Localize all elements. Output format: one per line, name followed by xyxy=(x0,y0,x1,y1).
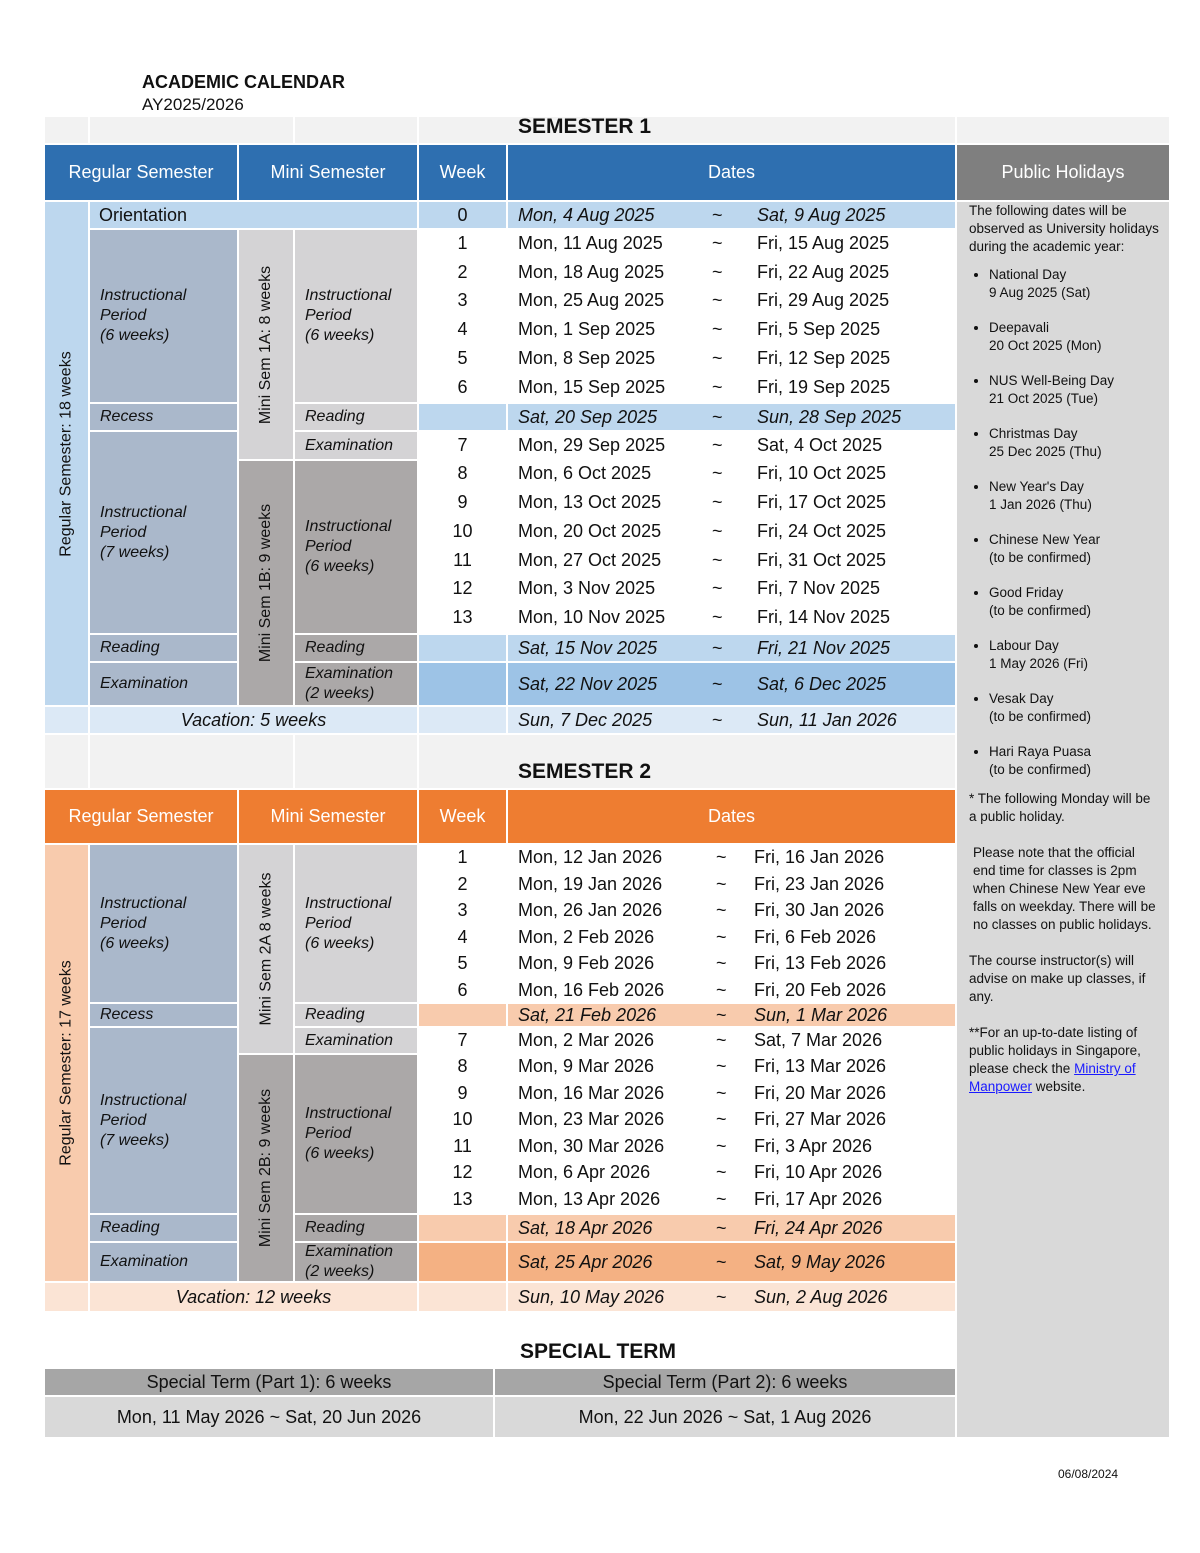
date-end: Fri, 15 Aug 2025 xyxy=(757,233,890,254)
date-end: Fri, 14 Nov 2025 xyxy=(757,607,891,628)
date-separator: ~ xyxy=(716,953,727,973)
holiday-date: (to be confirmed) xyxy=(989,603,1092,618)
sem2-mini-b-examination: Examination (2 weeks) xyxy=(295,1243,417,1281)
date-start: Mon, 27 Oct 2025 xyxy=(518,549,662,570)
sem1-regular-label-text: Regular Semester: 18 weeks xyxy=(57,350,75,557)
sem2-header-mini: Mini Semester xyxy=(239,790,417,843)
panel-spacer xyxy=(957,117,1169,143)
sem1-week-cell: 4 xyxy=(419,316,506,343)
date-separator: ~ xyxy=(712,261,723,282)
sem2-week-cell: 2 xyxy=(419,872,506,897)
date-start: Sat, 18 Apr 2026 xyxy=(518,1217,653,1238)
special-term-part1-dates: Mon, 11 May 2026 ~ Sat, 20 Jun 2026 xyxy=(45,1397,493,1437)
sem2-mini-b-reading: Reading xyxy=(295,1215,417,1241)
date-end: Fri, 13 Feb 2026 xyxy=(754,953,887,973)
date-start: Sat, 25 Apr 2026 xyxy=(518,1251,653,1272)
holiday-date: (to be confirmed) xyxy=(989,762,1092,777)
sem1-header-dates: Dates xyxy=(508,145,955,200)
date-start: Mon, 10 Nov 2025 xyxy=(518,607,666,628)
sem2-mini-a-reading: Reading xyxy=(295,1004,417,1026)
date-end: Fri, 17 Oct 2025 xyxy=(757,491,887,512)
date-end: Fri, 7 Nov 2025 xyxy=(757,578,881,599)
holiday-item xyxy=(989,319,1159,355)
date-start: Mon, 1 Sep 2025 xyxy=(518,319,656,340)
date-start: Mon, 3 Nov 2025 xyxy=(518,578,656,599)
sem2-instructional-2: Instructional Period (7 weeks) xyxy=(90,1028,237,1213)
date-end: Fri, 24 Oct 2025 xyxy=(757,520,887,541)
sem2-week-cell: 11 xyxy=(419,1134,506,1159)
sem2-header-regular: Regular Semester xyxy=(45,790,237,843)
sem1-week-cell: 10 xyxy=(419,518,506,545)
holiday-name: • Good Friday xyxy=(989,585,1064,600)
special-term-part2-dates: Mon, 22 Jun 2026 ~ Sat, 1 Aug 2026 xyxy=(495,1397,955,1437)
date-start: Mon, 9 Mar 2026 xyxy=(518,1056,655,1077)
sem1-regular-label xyxy=(45,202,88,705)
sem2-week-cell: 9 xyxy=(419,1081,506,1106)
sem1-mini-a-instructional: Instructional Period (6 weeks) xyxy=(295,230,417,402)
date-end: Fri, 10 Oct 2025 xyxy=(757,463,887,484)
holiday-name: • Vesak Day xyxy=(989,691,1054,706)
date-start: Mon, 8 Sep 2025 xyxy=(518,347,656,368)
date-start: Mon, 2 Feb 2026 xyxy=(518,926,655,947)
holidays-note-cny: Please note that the official end time for classes is 2pm when Chinese New Year eve falls on weekday. There will be no classes on public holidays. xyxy=(973,845,1156,932)
date-end: Fri, 13 Mar 2026 xyxy=(754,1056,887,1077)
note-text: **For an up-to-date listing of public holidays in Singapore, please check the xyxy=(969,1025,1141,1076)
date-separator: ~ xyxy=(712,637,723,658)
date-end: Fri, 30 Jan 2026 xyxy=(754,900,885,920)
date-start: Mon, 12 Jan 2026 xyxy=(518,847,663,867)
date-start: Sat, 15 Nov 2025 xyxy=(518,637,658,658)
date-separator: ~ xyxy=(716,1189,727,1210)
holiday-item xyxy=(989,531,1159,567)
date-separator: ~ xyxy=(712,673,723,694)
title-strip-cell xyxy=(295,117,417,143)
date-separator: ~ xyxy=(716,1030,727,1050)
sem2-mini-a-examination: Examination xyxy=(295,1028,417,1053)
sem1-header-regular: Regular Semester xyxy=(45,145,237,200)
date-start: Sun, 10 May 2026 xyxy=(518,1286,665,1307)
sem1-title: SEMESTER 1 xyxy=(518,115,652,138)
date-separator: ~ xyxy=(716,979,727,1000)
special-term-part2-label: Special Term (Part 2): 6 weeks xyxy=(495,1369,955,1395)
sem1-week-cell: 0 xyxy=(419,202,506,228)
sem1-mini-b-instructional: Instructional Period (6 weeks) xyxy=(295,461,417,633)
date-separator: ~ xyxy=(712,406,723,427)
sem1-week-cell xyxy=(419,707,506,733)
date-start: Mon, 29 Sep 2025 xyxy=(518,435,666,455)
holiday-date: (to be confirmed) xyxy=(989,550,1092,565)
date-start: Sun, 7 Dec 2025 xyxy=(518,709,653,730)
date-separator: ~ xyxy=(712,578,723,599)
date-separator: ~ xyxy=(712,607,723,628)
sem1-mini-b-label-text: Mini Sem 1B: 9 weeks xyxy=(257,503,274,663)
date-separator: ~ xyxy=(716,873,727,894)
sem1-mini-b-examination: Examination (2 weeks) xyxy=(295,663,417,705)
sem1-instructional-2: Instructional Period (7 weeks) xyxy=(90,432,237,633)
date-separator: ~ xyxy=(712,290,723,311)
sem1-week-cell xyxy=(419,663,506,705)
sem1-week-cell: 7 xyxy=(419,432,506,459)
holiday-date: 1 Jan 2026 (Thu) xyxy=(989,497,1092,512)
date-start: Mon, 16 Feb 2026 xyxy=(518,979,665,1000)
date-start: Mon, 18 Aug 2025 xyxy=(518,261,665,282)
date-start: Mon, 6 Apr 2026 xyxy=(518,1162,651,1183)
date-separator: ~ xyxy=(716,847,727,867)
title-strip-cell xyxy=(45,735,88,788)
date-start: Mon, 4 Aug 2025 xyxy=(518,204,655,225)
date-separator: ~ xyxy=(716,1056,727,1077)
sem2-week-cell: 12 xyxy=(419,1160,506,1185)
public-holidays-panel xyxy=(957,202,1169,1437)
date-end: Sun, 2 Aug 2026 xyxy=(754,1286,888,1307)
sem2-week-cell xyxy=(419,1243,506,1281)
date-end: Fri, 5 Sep 2025 xyxy=(757,319,881,340)
holiday-date: 25 Dec 2025 (Thu) xyxy=(989,444,1102,459)
date-separator: ~ xyxy=(712,709,723,730)
holiday-name: • Christmas Day xyxy=(989,426,1078,441)
date-separator: ~ xyxy=(712,233,723,254)
sem2-instructional-1: Instructional Period (6 weeks) xyxy=(90,845,237,1002)
date-end: Fri, 24 Apr 2026 xyxy=(754,1217,883,1238)
date-end: Fri, 23 Jan 2026 xyxy=(754,873,885,894)
special-term-part1-label: Special Term (Part 1): 6 weeks xyxy=(45,1369,493,1395)
document-title: ACADEMIC CALENDAR xyxy=(142,72,345,92)
sem2-week-cell xyxy=(419,1283,506,1311)
title-strip-cell xyxy=(90,735,293,788)
date-separator: ~ xyxy=(712,549,723,570)
holiday-item xyxy=(989,266,1159,302)
date-end: Fri, 20 Mar 2026 xyxy=(754,1082,887,1103)
date-end: Sat, 6 Dec 2025 xyxy=(757,673,887,694)
date-end: Sun, 28 Sep 2025 xyxy=(757,406,902,427)
title-strip-cell xyxy=(295,735,417,788)
sem2-mini-b-label-text: Mini Sem 2B: 9 weeks xyxy=(257,1088,274,1248)
date-end: Fri, 27 Mar 2026 xyxy=(754,1109,887,1130)
sem1-header-week: Week xyxy=(419,145,506,200)
date-start: Mon, 11 Aug 2025 xyxy=(518,233,663,254)
date-start: Mon, 25 Aug 2025 xyxy=(518,290,665,311)
sem2-regular-label-text: Regular Semester: 17 weeks xyxy=(57,960,75,1166)
sem2-week-cell xyxy=(419,1215,506,1241)
sem2-week-cell: 4 xyxy=(419,925,506,950)
holiday-date: 20 Oct 2025 (Mon) xyxy=(989,338,1102,353)
date-end: Fri, 10 Apr 2026 xyxy=(754,1162,883,1183)
title-strip-cell xyxy=(45,117,88,143)
sem2-week-cell: 10 xyxy=(419,1107,506,1132)
holiday-name: • National Day xyxy=(989,267,1067,282)
public-holidays-header: Public Holidays xyxy=(957,145,1169,200)
holiday-item xyxy=(989,372,1159,408)
date-start: Mon, 13 Oct 2025 xyxy=(518,491,662,512)
holiday-name: • Chinese New Year xyxy=(989,532,1101,547)
sem2-header-week: Week xyxy=(419,790,506,843)
sem1-week-cell: 2 xyxy=(419,259,506,286)
date-separator: ~ xyxy=(712,204,723,225)
holidays-note-makeup: The course instructor(s) will advise on make up classes, if any. xyxy=(969,953,1146,1004)
note-text: website. xyxy=(1035,1079,1086,1094)
sem2-regular-label xyxy=(45,845,88,1281)
date-separator: ~ xyxy=(712,520,723,541)
sem2-recess: Recess xyxy=(90,1004,237,1026)
date-end: Fri, 31 Oct 2025 xyxy=(757,549,887,570)
footer-date: 06/08/2024 xyxy=(1058,1467,1119,1481)
date-end: Fri, 6 Feb 2026 xyxy=(754,926,877,947)
sem2-mini-a-label-text: Mini Sem 2A 8 weeks xyxy=(257,872,275,1026)
date-end: Fri, 21 Nov 2025 xyxy=(757,637,891,658)
date-start: Mon, 9 Feb 2026 xyxy=(518,953,655,973)
date-separator: ~ xyxy=(716,1286,727,1307)
date-separator: ~ xyxy=(712,319,723,340)
sem2-examination: Examination xyxy=(90,1243,237,1281)
date-separator: ~ xyxy=(712,376,723,397)
holidays-note-monday: * The following Monday will be a public holiday. xyxy=(969,791,1151,824)
holiday-item xyxy=(989,690,1159,726)
date-separator: ~ xyxy=(716,1162,727,1183)
holiday-item xyxy=(989,584,1159,620)
holiday-item xyxy=(989,743,1159,779)
holiday-item xyxy=(989,478,1159,514)
sem1-week-cell: 11 xyxy=(419,546,506,573)
sem1-week-cell: 1 xyxy=(419,230,506,257)
holiday-date: 1 May 2026 (Fri) xyxy=(989,656,1089,671)
ministry-of-manpower-link[interactable]: Ministry of Manpower xyxy=(969,1061,1136,1094)
holidays-note-mom xyxy=(969,1024,1159,1096)
date-end: Fri, 29 Aug 2025 xyxy=(757,290,890,311)
sem1-week-cell: 5 xyxy=(419,345,506,372)
sem2-week-cell: 13 xyxy=(419,1187,506,1212)
sem2-week-cell: 1 xyxy=(419,845,506,870)
sem2-mini-a-instructional: Instructional Period (6 weeks) xyxy=(295,845,417,1002)
document-subtitle: AY2025/2026 xyxy=(142,95,244,114)
date-end: Sat, 9 May 2026 xyxy=(754,1251,886,1272)
date-separator: ~ xyxy=(716,1217,727,1238)
date-end: Sun, 11 Jan 2026 xyxy=(757,709,897,730)
holiday-date: (to be confirmed) xyxy=(989,709,1092,724)
holiday-date: 9 Aug 2025 (Sat) xyxy=(989,285,1091,300)
date-end: Sat, 9 Aug 2025 xyxy=(757,204,886,225)
date-end: Fri, 12 Sep 2025 xyxy=(757,347,891,368)
holiday-date: 21 Oct 2025 (Tue) xyxy=(989,391,1099,406)
sem1-mini-a-label xyxy=(239,230,293,459)
sem1-mini-a-label-text: Mini Sem 1A: 8 weeks xyxy=(257,265,274,424)
date-start: Mon, 20 Oct 2025 xyxy=(518,520,662,541)
sem2-header-dates: Dates xyxy=(508,790,955,843)
sem1-week-cell: 3 xyxy=(419,287,506,314)
sem1-week-cell: 6 xyxy=(419,374,506,401)
holiday-name: • NUS Well-Being Day xyxy=(989,373,1115,388)
holiday-name: • Labour Day xyxy=(989,638,1059,653)
date-separator: ~ xyxy=(716,1109,727,1130)
date-start: Mon, 6 Oct 2025 xyxy=(518,463,652,484)
holiday-item xyxy=(989,637,1159,673)
holiday-name: • Deepavali xyxy=(989,320,1050,335)
sem1-week-cell xyxy=(419,404,506,430)
sem1-vacation-label: Vacation: 5 weeks xyxy=(90,707,417,733)
sem2-week-cell: 8 xyxy=(419,1054,506,1079)
date-separator: ~ xyxy=(712,463,723,484)
date-start: Mon, 30 Mar 2026 xyxy=(518,1135,665,1156)
date-start: Sat, 20 Sep 2025 xyxy=(518,406,658,427)
sem1-header-mini: Mini Semester xyxy=(239,145,417,200)
date-start: Mon, 15 Sep 2025 xyxy=(518,376,666,397)
sem2-vacation-spacer xyxy=(45,1283,88,1311)
sem2-mini-b-label xyxy=(239,1055,293,1281)
sem1-instructional-1: Instructional Period (6 weeks) xyxy=(90,230,237,402)
date-start: Mon, 19 Jan 2026 xyxy=(518,873,663,894)
special-term-title: SPECIAL TERM xyxy=(520,1340,676,1363)
sem1-examination: Examination xyxy=(90,663,237,705)
sem2-title: SEMESTER 2 xyxy=(518,760,652,783)
date-end: Sat, 7 Mar 2026 xyxy=(754,1030,883,1050)
sem2-week-cell: 7 xyxy=(419,1028,506,1053)
sem1-mini-a-reading: Reading xyxy=(295,404,417,430)
sem1-week-cell: 13 xyxy=(419,604,506,631)
sem1-week-cell: 12 xyxy=(419,575,506,602)
date-separator: ~ xyxy=(716,1004,727,1025)
date-separator: ~ xyxy=(716,926,727,947)
date-end: Sat, 4 Oct 2025 xyxy=(757,435,883,455)
holidays-intro: The following dates will be observed as University holidays during the academic year: xyxy=(969,203,1159,254)
sem1-mini-b-reading: Reading xyxy=(295,635,417,661)
date-end: Fri, 3 Apr 2026 xyxy=(754,1135,873,1156)
sem2-week-cell xyxy=(419,1004,506,1026)
date-start: Mon, 23 Mar 2026 xyxy=(518,1109,665,1130)
sem2-mini-a-label xyxy=(239,845,293,1053)
sem1-mini-b-label xyxy=(239,461,293,705)
date-separator: ~ xyxy=(712,491,723,512)
date-separator: ~ xyxy=(716,1251,727,1272)
sem1-week-cell: 8 xyxy=(419,460,506,487)
sem2-week-cell: 6 xyxy=(419,978,506,1003)
sem2-mini-b-instructional: Instructional Period (6 weeks) xyxy=(295,1055,417,1213)
sem1-mini-a-examination: Examination xyxy=(295,432,417,459)
date-start: Mon, 16 Mar 2026 xyxy=(518,1082,665,1103)
holiday-item xyxy=(989,425,1159,461)
holiday-name: • New Year's Day xyxy=(989,479,1084,494)
date-end: Fri, 16 Jan 2026 xyxy=(754,847,885,867)
date-separator: ~ xyxy=(716,1082,727,1103)
date-end: Sun, 1 Mar 2026 xyxy=(754,1004,888,1025)
sem1-reading: Reading xyxy=(90,635,237,661)
date-end: Fri, 19 Sep 2025 xyxy=(757,376,891,397)
date-separator: ~ xyxy=(712,347,723,368)
date-separator: ~ xyxy=(712,435,723,455)
sem1-recess: Recess xyxy=(90,404,237,430)
sem2-vacation-label: Vacation: 12 weeks xyxy=(90,1283,417,1311)
date-start: Mon, 13 Apr 2026 xyxy=(518,1189,661,1210)
sem1-week-cell xyxy=(419,635,506,661)
holidays-list xyxy=(969,266,1159,779)
sem1-week-cell: 9 xyxy=(419,489,506,516)
date-end: Fri, 17 Apr 2026 xyxy=(754,1189,883,1210)
sem1-orientation: Orientation xyxy=(90,202,417,228)
date-separator: ~ xyxy=(716,900,727,920)
date-end: Fri, 20 Feb 2026 xyxy=(754,979,887,1000)
date-start: Sat, 22 Nov 2025 xyxy=(518,673,658,694)
date-start: Sat, 21 Feb 2026 xyxy=(518,1004,657,1025)
holiday-name: • Hari Raya Puasa xyxy=(989,744,1092,759)
sem2-week-cell: 5 xyxy=(419,951,506,976)
date-end: Fri, 22 Aug 2025 xyxy=(757,261,890,282)
date-start: Mon, 2 Mar 2026 xyxy=(518,1030,655,1050)
title-strip-cell xyxy=(90,117,293,143)
sem1-vacation-spacer xyxy=(45,707,88,733)
date-start: Mon, 26 Jan 2026 xyxy=(518,900,663,920)
date-separator: ~ xyxy=(716,1135,727,1156)
sem2-week-cell: 3 xyxy=(419,898,506,923)
sem2-reading: Reading xyxy=(90,1215,237,1241)
